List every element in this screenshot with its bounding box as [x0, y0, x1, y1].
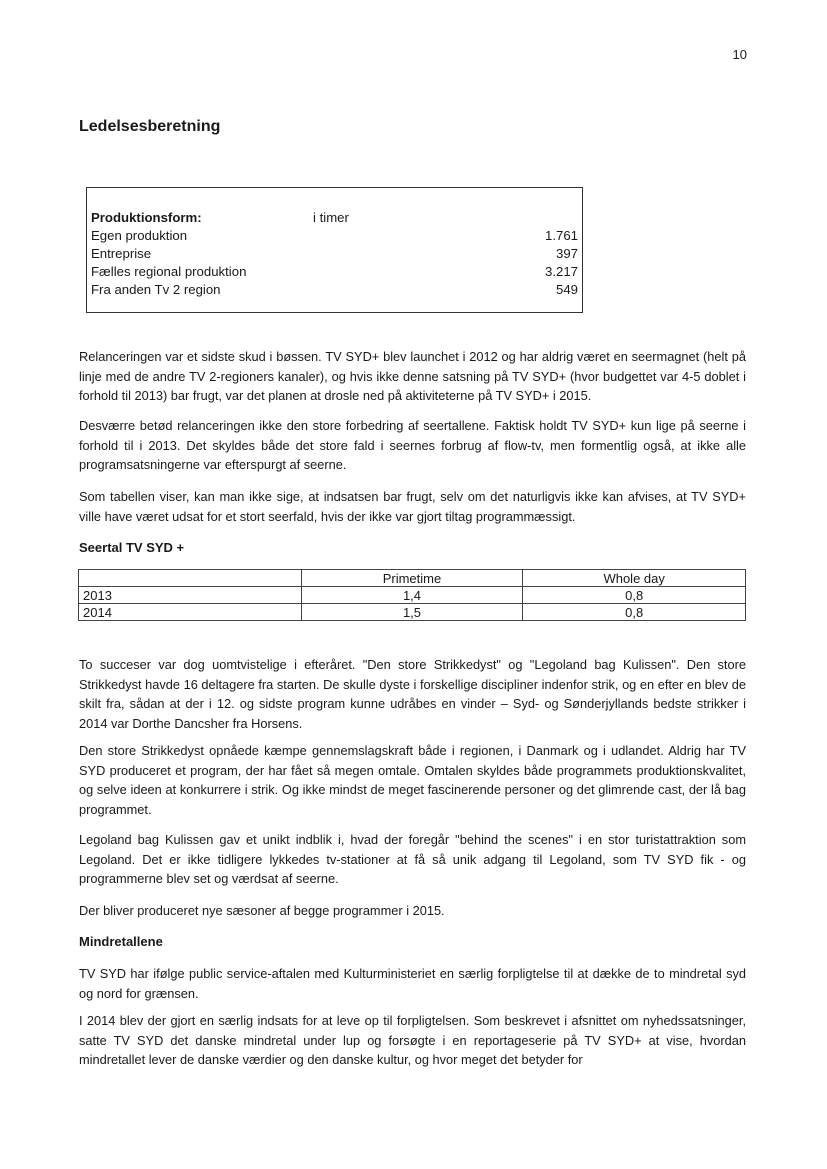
seertal-header-empty [79, 570, 302, 587]
table-row [91, 281, 578, 299]
table-row [91, 263, 578, 281]
seertal-header-whole-day: Whole day [523, 570, 746, 587]
seertal-primetime: 1,5 [301, 604, 523, 621]
production-row-value: 549 [555, 282, 578, 297]
seertal-primetime: 1,4 [301, 587, 523, 604]
seertal-table [78, 569, 746, 621]
paragraph-legoland: Legoland bag Kulissen gav et unikt indblik i, hvad der foregår "behind the scenes" i en stor turistattraktion som Legoland. Det er ikke tidligere lykkedes tv-stationer at få så unik adgang til Legoland, som TV SYD fik - og programmerne blev set og værdsat af seerne. [79, 832, 746, 886]
page-number: 10 [732, 47, 747, 62]
table-row [91, 245, 578, 263]
production-row-label: Fra anden Tv 2 region [91, 282, 221, 297]
table-row [91, 227, 578, 245]
seertal-year: 2014 [79, 604, 302, 621]
production-header-label: Produktionsform: [91, 210, 202, 225]
seertal-header-primetime: Primetime [301, 570, 523, 587]
production-row-label: Fælles regional produktion [91, 264, 247, 279]
paragraph-nye-saesoner: Der bliver produceret nye sæsoner af begge programmer i 2015. [79, 903, 445, 918]
production-row-label: Entreprise [91, 246, 152, 261]
paragraph-public-service: TV SYD har ifølge public service-aftalen med Kulturministeriet en særlig forpligtelse til at dække de to mindretal syd og nord for grænsen. [79, 966, 746, 1001]
table-row [79, 587, 746, 604]
table-row [79, 604, 746, 621]
paragraph-relancering: Relanceringen var et sidste skud i bøssen. TV SYD+ blev launchet i 2012 og har aldrig været en seermagnet (helt på linje med de andre TV 2-regioners kanaler), og hvis ikke denne satsning på TV SYD+ (hvor budgettet var 4-5 doblet i forhold til 2013) bar frugt, var det planen at drosle ned på aktiviteterne på TV SYD+ i 2015. [79, 349, 746, 403]
paragraph-seertal-forbedring: Desværre betød relanceringen ikke den store forbedring af seertallene. Faktisk holdt TV SYD+ kun lige på seerne i forhold til i 2013. Det skyldes både det store fald i seernes forbrug af flow-tv, men formentlig også, at ikke alle programsatsningerne var efterspurgt af seerne. [79, 418, 746, 472]
seertal-header-row [79, 570, 746, 587]
production-row-value: 397 [555, 246, 578, 261]
seertal-year: 2013 [79, 587, 302, 604]
production-row-label: Egen produktion [91, 228, 188, 243]
production-row-value: 3.217 [544, 264, 578, 279]
production-header-unit: i timer [313, 210, 349, 225]
production-table [91, 209, 578, 299]
production-row-value: 1.761 [544, 228, 578, 243]
paragraph-strikkedyst: Den store Strikkedyst opnåede kæmpe gennemslagskraft både i regionen, i Danmark og i udlandet. Aldrig har TV SYD produceret et program, der har fået så megen omtale. Omtalen skyldes både programmets produktionskvalitet, og selve ideen at konkurrere i strik. Og ikke mindst de meget fascinerende personer og det glimrende cast, der lå bag programmet. [79, 743, 746, 817]
heading-seertal: Seertal TV SYD + [79, 540, 185, 555]
seertal-whole-day: 0,8 [523, 587, 746, 604]
paragraph-indsats-2014: I 2014 blev der gjort en særlig indsats for at leve op til forpligtelsen. Som beskrevet i afsnittet om nyhedssatsninger, satte TV SYD det danske mindretal under lup og forsøgte i en reportageserie på TV SYD+ at vise, hvordan mindretallet lever de danske værdier og den danske kultur, og hvor meget det betyder for [79, 1013, 746, 1067]
heading-mindretallene: Mindretallene [79, 934, 163, 949]
production-table-box [86, 187, 583, 313]
page-title: Ledelsesberetning [79, 118, 221, 135]
production-table-header [91, 209, 578, 227]
paragraph-succeser: To succeser var dog uomtvistelige i efteråret. "Den store Strikkedyst" og "Legoland bag Kulissen". Den store Strikkedyst havde 16 deltagere fra starten. De skulle dyste i forskellige discipliner indenfor strik, og en efter en blev de skilt fra, sådan at der i 12. og sidste program kunne udråbes en vinder – Syd- og Sønderjyllands bedste strikker i 2014 var Dorthe Dancsher fra Horsens. [79, 657, 746, 731]
paragraph-tabellen-viser: Som tabellen viser, kan man ikke sige, at indsatsen bar frugt, selv om det naturligvis ikke kan afvises, at TV SYD+ ville have været udsat for et stort seerfald, hvis der ikke var gjort tiltag programmæssigt. [79, 489, 746, 524]
seertal-whole-day: 0,8 [523, 604, 746, 621]
